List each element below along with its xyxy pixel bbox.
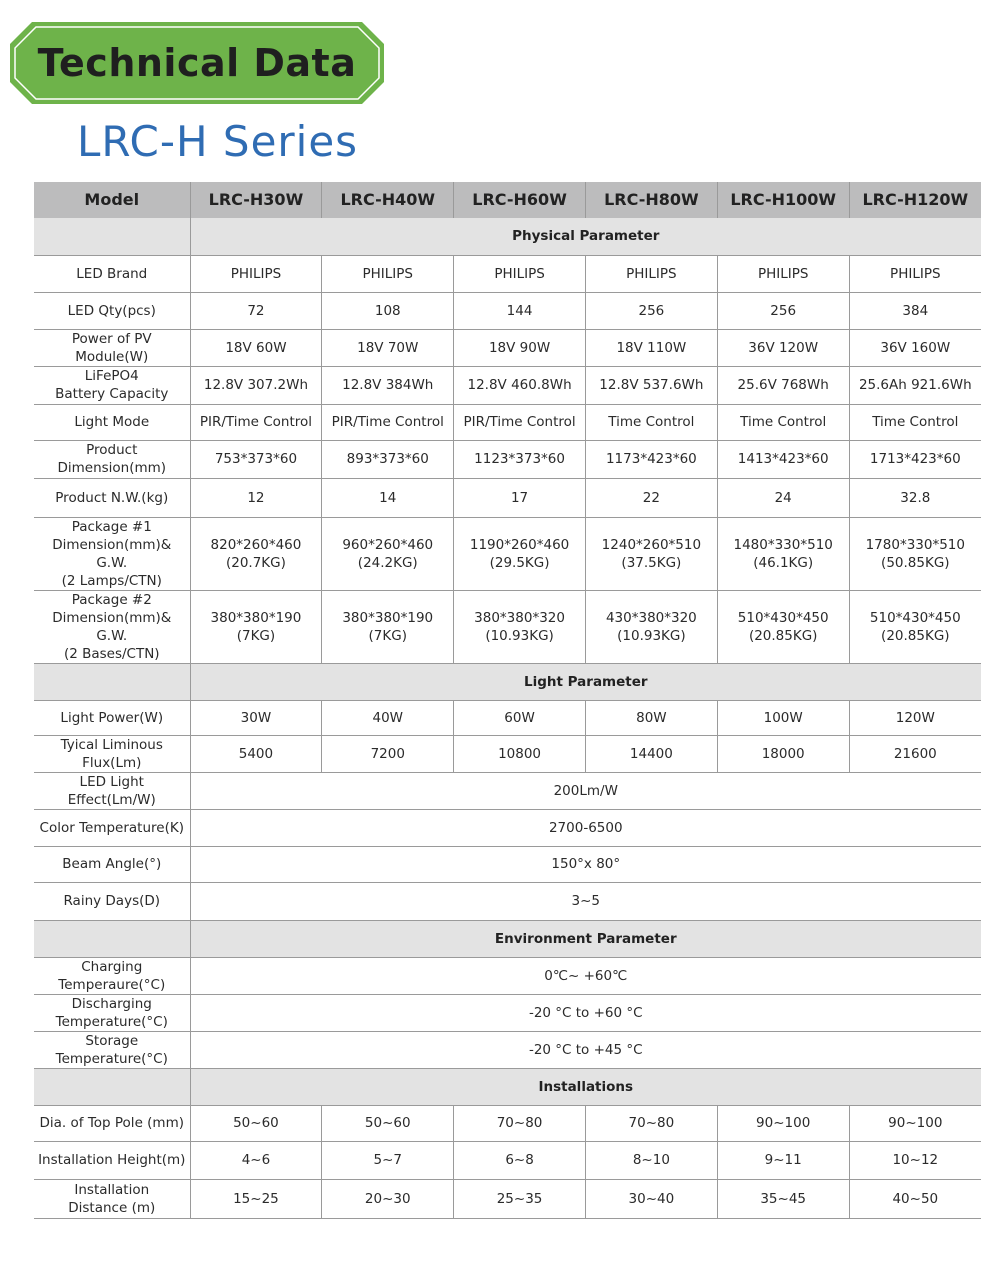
row-value: 90~100: [717, 1105, 849, 1141]
section-title: Physical Parameter: [190, 218, 981, 255]
row-value: 36V 120W: [717, 329, 849, 366]
table-row: [34, 1105, 981, 1141]
section-row: [34, 920, 981, 957]
row-value: 510*430*450 (20.85KG): [849, 590, 981, 663]
row-value: 960*260*460 (24.2KG): [322, 517, 454, 590]
row-label: Installation Height(m): [34, 1141, 190, 1179]
table-row: [34, 404, 981, 440]
row-label: LED Qty(pcs): [34, 292, 190, 329]
model-name: LRC-H120W: [849, 182, 981, 218]
row-value: 8~10: [585, 1141, 717, 1179]
table-row: [34, 255, 981, 292]
row-value: 21600: [849, 735, 981, 772]
row-value: PHILIPS: [849, 255, 981, 292]
row-value: 380*380*190 (7KG): [190, 590, 322, 663]
title-banner: [10, 22, 384, 104]
row-value: 380*380*190 (7KG): [322, 590, 454, 663]
row-value: 753*373*60: [190, 440, 322, 478]
row-value: 6~8: [454, 1141, 586, 1179]
model-name: LRC-H100W: [717, 182, 849, 218]
row-value: 12: [190, 478, 322, 517]
row-label: Storage Temperature(°C): [34, 1031, 190, 1068]
row-value: 256: [717, 292, 849, 329]
row-value: 40W: [322, 700, 454, 735]
row-label: Power of PV Module(W): [34, 329, 190, 366]
row-value: 108: [322, 292, 454, 329]
row-value: 10~12: [849, 1141, 981, 1179]
table-header-row: [34, 182, 981, 218]
section-title: Environment Parameter: [190, 920, 981, 957]
row-value: 90~100: [849, 1105, 981, 1141]
row-label: Rainy Days(D): [34, 882, 190, 920]
row-label: Tyical Liminous Flux(Lm): [34, 735, 190, 772]
row-value: 1413*423*60: [717, 440, 849, 478]
row-value: Time Control: [585, 404, 717, 440]
table-row: [34, 882, 981, 920]
row-value: 24: [717, 478, 849, 517]
row-value: 60W: [454, 700, 586, 735]
row-value: PIR/Time Control: [190, 404, 322, 440]
row-value: 7200: [322, 735, 454, 772]
banner-title: Technical Data: [37, 41, 357, 85]
row-value: PHILIPS: [717, 255, 849, 292]
row-value: 510*430*450 (20.85KG): [717, 590, 849, 663]
table-row: [34, 1179, 981, 1218]
row-label: Product N.W.(kg): [34, 478, 190, 517]
row-value: PHILIPS: [190, 255, 322, 292]
row-value: 1780*330*510 (50.85KG): [849, 517, 981, 590]
row-value: 22: [585, 478, 717, 517]
row-value: 12.8V 537.6Wh: [585, 366, 717, 404]
section-spacer: [34, 663, 190, 700]
row-value: 17: [454, 478, 586, 517]
row-value: 430*380*320 (10.93KG): [585, 590, 717, 663]
row-value: 1480*330*510 (46.1KG): [717, 517, 849, 590]
table-row: [34, 590, 981, 663]
row-value: 5400: [190, 735, 322, 772]
section-title: Installations: [190, 1068, 981, 1105]
spec-table: [34, 182, 981, 1219]
row-value: Time Control: [849, 404, 981, 440]
table-row: [34, 366, 981, 404]
row-value: 120W: [849, 700, 981, 735]
row-label: Product Dimension(mm): [34, 440, 190, 478]
row-value: 72: [190, 292, 322, 329]
model-name: LRC-H40W: [322, 182, 454, 218]
row-value-shared: 3~5: [190, 882, 981, 920]
row-value-shared: -20 °C to +45 °C: [190, 1031, 981, 1068]
table-row: [34, 1141, 981, 1179]
table-row: [34, 772, 981, 809]
row-value: 380*380*320 (10.93KG): [454, 590, 586, 663]
table-row: [34, 809, 981, 846]
table-row: [34, 846, 981, 882]
row-value: 256: [585, 292, 717, 329]
row-value: PHILIPS: [585, 255, 717, 292]
row-value: PHILIPS: [322, 255, 454, 292]
row-value: 893*373*60: [322, 440, 454, 478]
row-value: 25~35: [454, 1179, 586, 1218]
row-value-shared: 200Lm/W: [190, 772, 981, 809]
row-value: 40~50: [849, 1179, 981, 1218]
row-value: 50~60: [322, 1105, 454, 1141]
row-label: Light Power(W): [34, 700, 190, 735]
row-value: PHILIPS: [454, 255, 586, 292]
row-value: 4~6: [190, 1141, 322, 1179]
row-label: Color Temperature(K): [34, 809, 190, 846]
row-value: 20~30: [322, 1179, 454, 1218]
section-row: [34, 663, 981, 700]
row-label: Discharging Temperature(°C): [34, 994, 190, 1031]
row-value: 1173*423*60: [585, 440, 717, 478]
row-value: 32.8: [849, 478, 981, 517]
row-value: 15~25: [190, 1179, 322, 1218]
row-value: 14400: [585, 735, 717, 772]
row-value-shared: 2700-6500: [190, 809, 981, 846]
table-row: [34, 957, 981, 994]
row-value: 50~60: [190, 1105, 322, 1141]
table-row: [34, 440, 981, 478]
row-value: 384: [849, 292, 981, 329]
row-value: 18V 110W: [585, 329, 717, 366]
row-value: 70~80: [454, 1105, 586, 1141]
row-value: 820*260*460 (20.7KG): [190, 517, 322, 590]
row-value: Time Control: [717, 404, 849, 440]
row-value: 100W: [717, 700, 849, 735]
row-value: 25.6V 768Wh: [717, 366, 849, 404]
row-value: 18V 60W: [190, 329, 322, 366]
section-row: [34, 1068, 981, 1105]
table-row: [34, 478, 981, 517]
series-title: LRC-H Series: [77, 117, 359, 166]
model-name: LRC-H60W: [454, 182, 586, 218]
row-label: LED Light Effect(Lm/W): [34, 772, 190, 809]
row-value: 35~45: [717, 1179, 849, 1218]
row-value-shared: 150°x 80°: [190, 846, 981, 882]
row-value: 12.8V 460.8Wh: [454, 366, 586, 404]
row-label: Package #1 Dimension(mm)& G.W. (2 Lamps/CTN): [34, 517, 190, 590]
section-spacer: [34, 1068, 190, 1105]
row-label: Installation Distance (m): [34, 1179, 190, 1218]
row-value: 1713*423*60: [849, 440, 981, 478]
row-value: 30~40: [585, 1179, 717, 1218]
row-label: LiFePO4 Battery Capacity: [34, 366, 190, 404]
row-label: LED Brand: [34, 255, 190, 292]
row-value: 30W: [190, 700, 322, 735]
row-label: Beam Angle(°): [34, 846, 190, 882]
row-label: Dia. of Top Pole (mm): [34, 1105, 190, 1141]
row-value: 1240*260*510 (37.5KG): [585, 517, 717, 590]
table-row: [34, 735, 981, 772]
row-value: 1190*260*460 (29.5KG): [454, 517, 586, 590]
row-value: 36V 160W: [849, 329, 981, 366]
section-spacer: [34, 920, 190, 957]
row-value: 18V 70W: [322, 329, 454, 366]
row-value: 144: [454, 292, 586, 329]
row-value: 12.8V 307.2Wh: [190, 366, 322, 404]
row-label: Package #2 Dimension(mm)& G.W. (2 Bases/CTN): [34, 590, 190, 663]
row-label: Light Mode: [34, 404, 190, 440]
row-value: PIR/Time Control: [322, 404, 454, 440]
row-value: 12.8V 384Wh: [322, 366, 454, 404]
section-spacer: [34, 218, 190, 255]
row-value: 18000: [717, 735, 849, 772]
row-value: 1123*373*60: [454, 440, 586, 478]
table-row: [34, 994, 981, 1031]
row-value-shared: 0℃~ +60℃: [190, 957, 981, 994]
model-name: LRC-H30W: [190, 182, 322, 218]
row-value: PIR/Time Control: [454, 404, 586, 440]
row-label: Charging Temperaure(°C): [34, 957, 190, 994]
section-row: [34, 218, 981, 255]
row-value: 10800: [454, 735, 586, 772]
section-title: Light Parameter: [190, 663, 981, 700]
table-row: [34, 292, 981, 329]
row-value-shared: -20 °C to +60 °C: [190, 994, 981, 1031]
row-value: 9~11: [717, 1141, 849, 1179]
table-row: [34, 700, 981, 735]
model-header: Model: [34, 182, 190, 218]
row-value: 14: [322, 478, 454, 517]
table-row: [34, 517, 981, 590]
row-value: 80W: [585, 700, 717, 735]
table-row: [34, 329, 981, 366]
row-value: 70~80: [585, 1105, 717, 1141]
table-row: [34, 1031, 981, 1068]
row-value: 5~7: [322, 1141, 454, 1179]
row-value: 18V 90W: [454, 329, 586, 366]
row-value: 25.6Ah 921.6Wh: [849, 366, 981, 404]
model-name: LRC-H80W: [585, 182, 717, 218]
